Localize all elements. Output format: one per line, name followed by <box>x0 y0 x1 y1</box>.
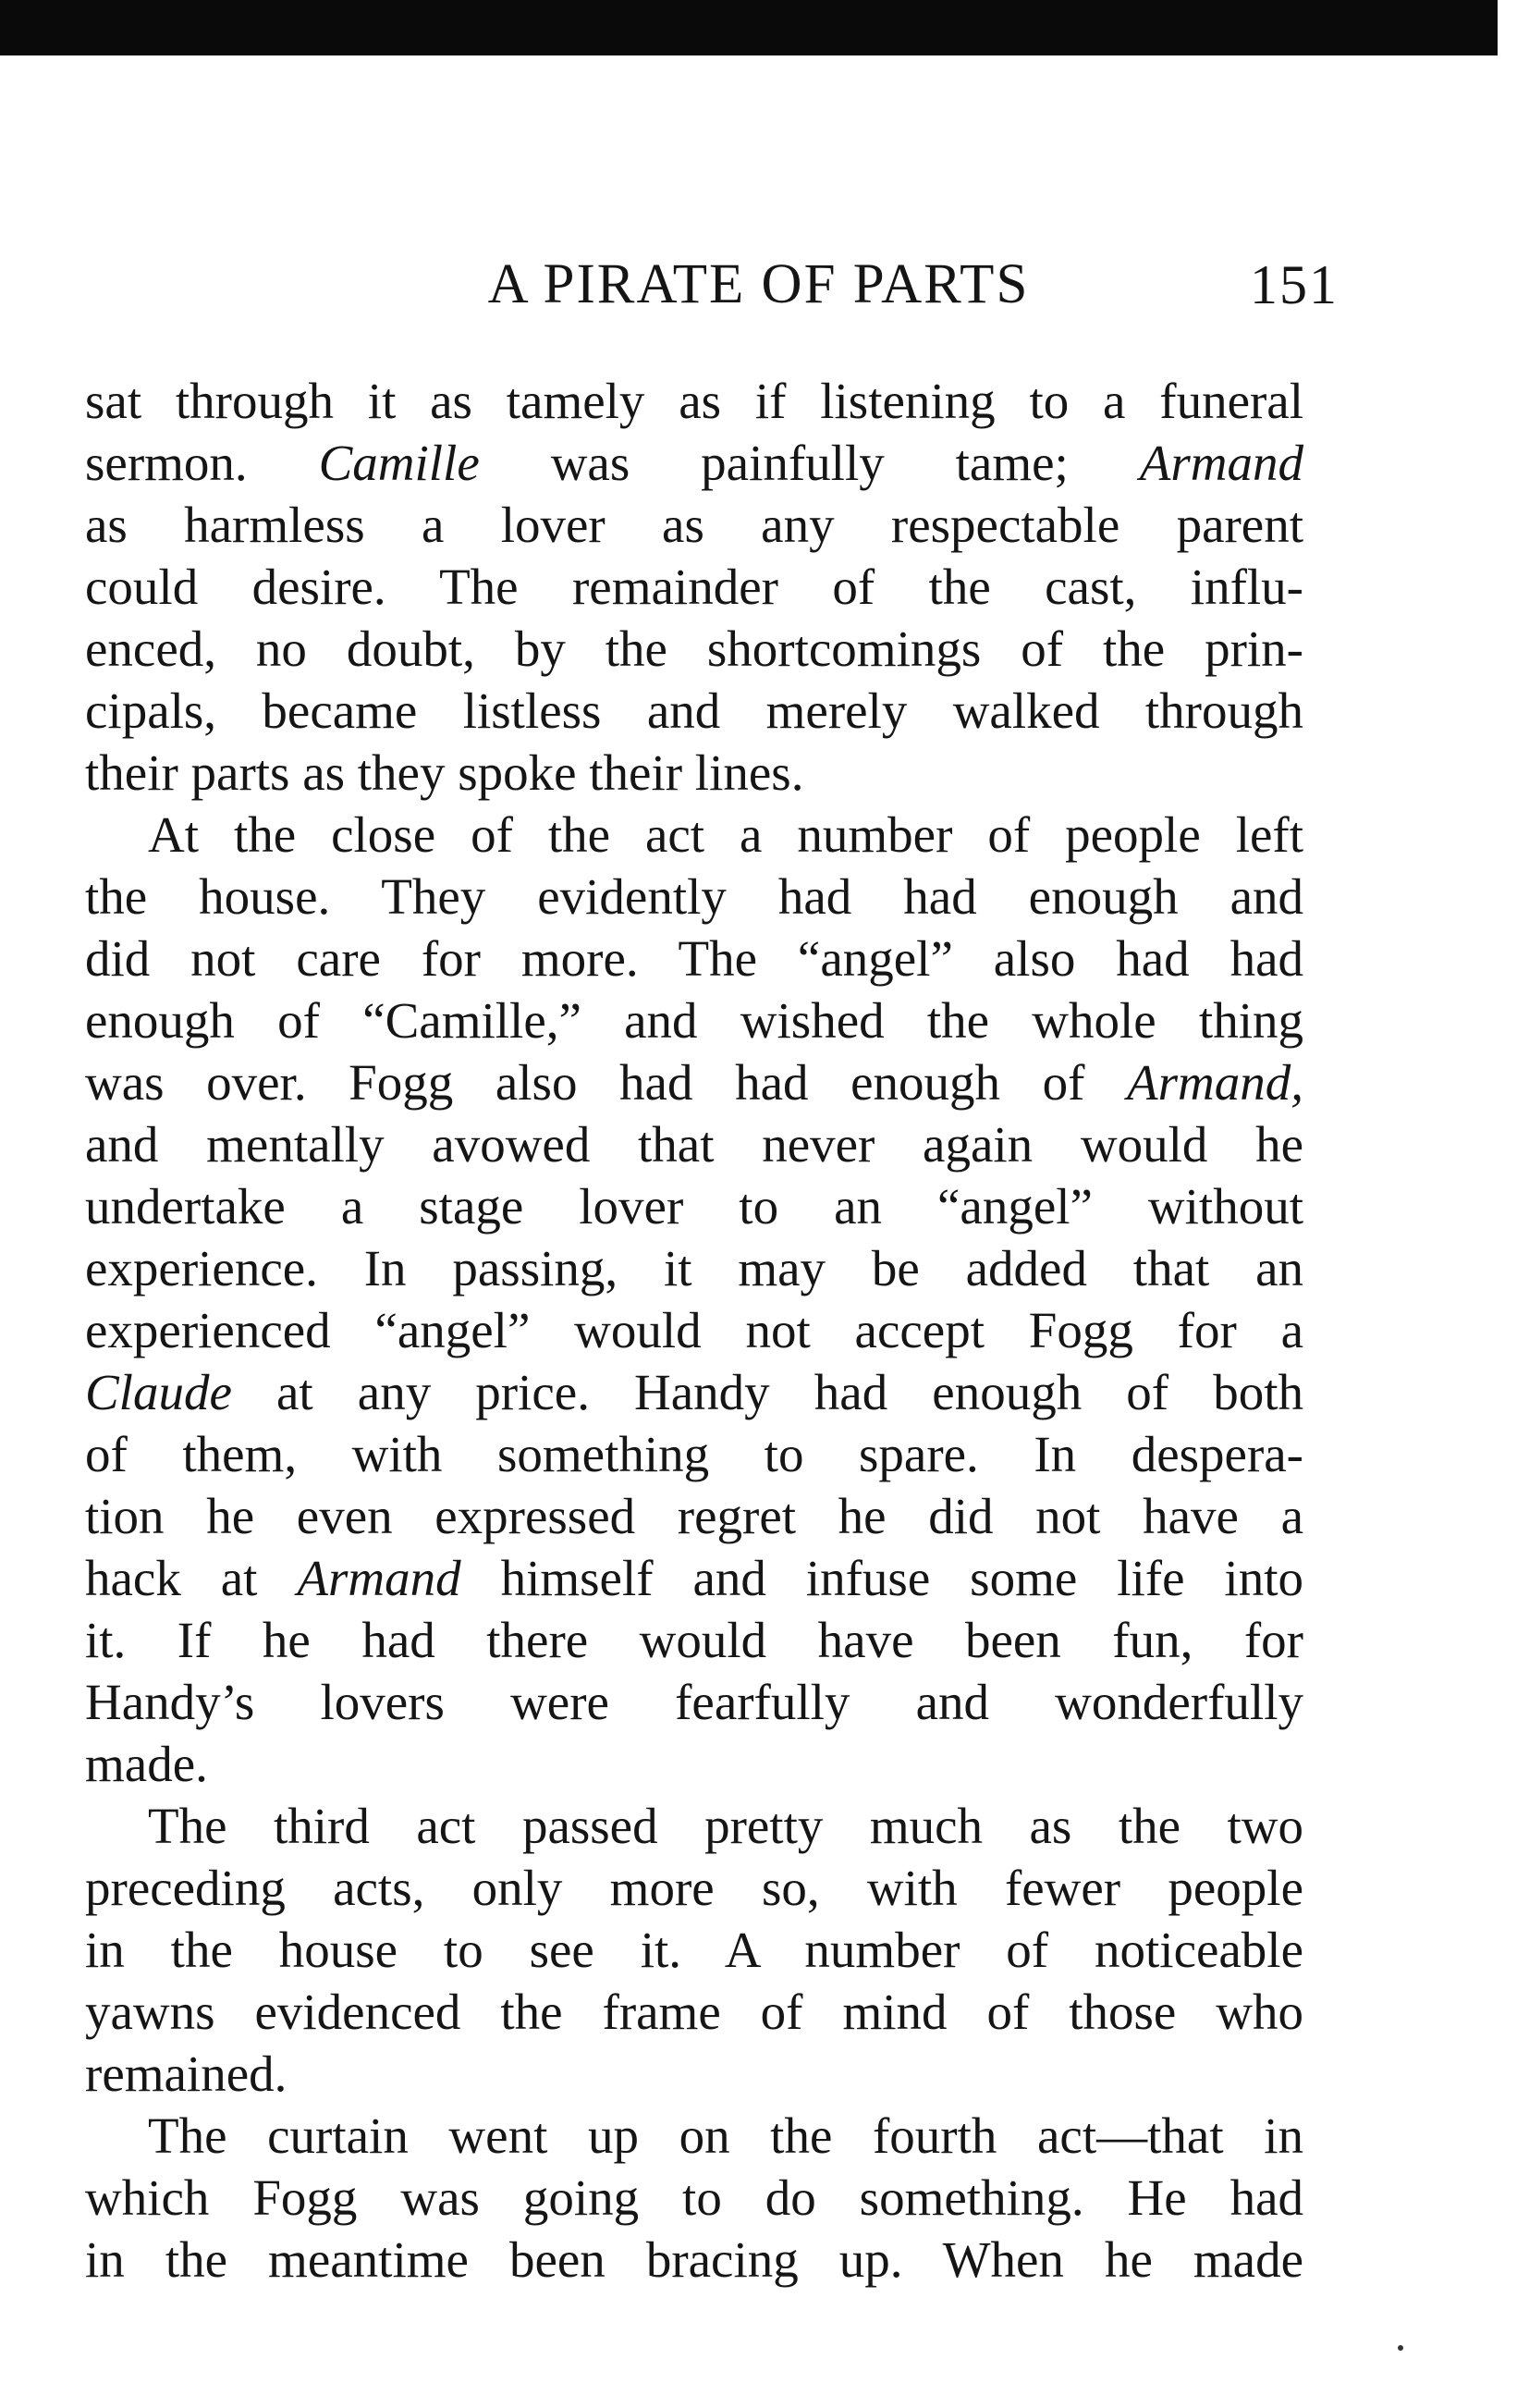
text-line: and mentally avowed that never again would he <box>85 1116 1303 1173</box>
text-line: At the close of the act a number of people left <box>148 806 1303 863</box>
text-line: made. <box>85 1736 208 1792</box>
text-line: undertake a stage lover to an “angel” without <box>85 1178 1303 1235</box>
text-line: The third act passed pretty much as the two <box>148 1798 1303 1854</box>
text-line: in the house to see it. A number of noticeable <box>85 1922 1303 1978</box>
text-line: yawns evidenced the frame of mind of those who <box>85 1984 1303 2040</box>
body-text <box>85 370 1303 2291</box>
text-line: enough of “Camille,” and wished the whole thing <box>85 992 1303 1049</box>
text-line: hack at Armand himself and infuse some life into <box>85 1550 1303 1606</box>
scan-edge-bar <box>0 0 1498 55</box>
text-line: cipals, became listless and merely walked through <box>85 682 1303 739</box>
running-head <box>0 248 1517 322</box>
text-line: preceding acts, only more so, with fewer people <box>85 1860 1303 1916</box>
text-line: it. If he had there would have been fun, for <box>85 1612 1303 1668</box>
text-line: was over. Fogg also had had enough of Armand, <box>85 1054 1303 1111</box>
text-line: their parts as they spoke their lines. <box>85 744 804 801</box>
text-line: tion he even expressed regret he did not have a <box>85 1488 1303 1544</box>
text-line: as harmless a lover as any respectable parent <box>85 497 1303 553</box>
text-line: experienced “angel” would not accept Fogg for a <box>85 1302 1303 1358</box>
text-line: enced, no doubt, by the shortcomings of the prin- <box>85 620 1303 677</box>
text-line: sermon. Camille was painfully tame; Armand <box>85 435 1303 491</box>
text-line: remained. <box>85 2046 287 2102</box>
text-line: did not care for more. The “angel” also had had <box>85 930 1303 987</box>
page-number: 151 <box>1250 254 1339 315</box>
text-line: experience. In passing, it may be added that an <box>85 1240 1303 1296</box>
text-line: The curtain went up on the fourth act—that in <box>148 2107 1303 2164</box>
text-line: of them, with something to spare. In despera- <box>85 1426 1303 1482</box>
text-line: in the meantime been bracing up. When he made <box>85 2231 1303 2288</box>
scan-speck <box>1398 2345 1403 2351</box>
text-line: Handy’s lovers were fearfully and wonderfully <box>85 1674 1303 1730</box>
text-line: the house. They evidently had had enough and <box>85 868 1303 925</box>
text-line: Claude at any price. Handy had enough of both <box>85 1364 1303 1420</box>
running-title: A PIRATE OF PARTS <box>487 253 1030 315</box>
text-line: which Fogg was going to do something. He had <box>85 2169 1303 2226</box>
text-line: sat through it as tamely as if listening to a funeral <box>85 373 1303 429</box>
text-line: could desire. The remainder of the cast, influ- <box>85 559 1303 615</box>
